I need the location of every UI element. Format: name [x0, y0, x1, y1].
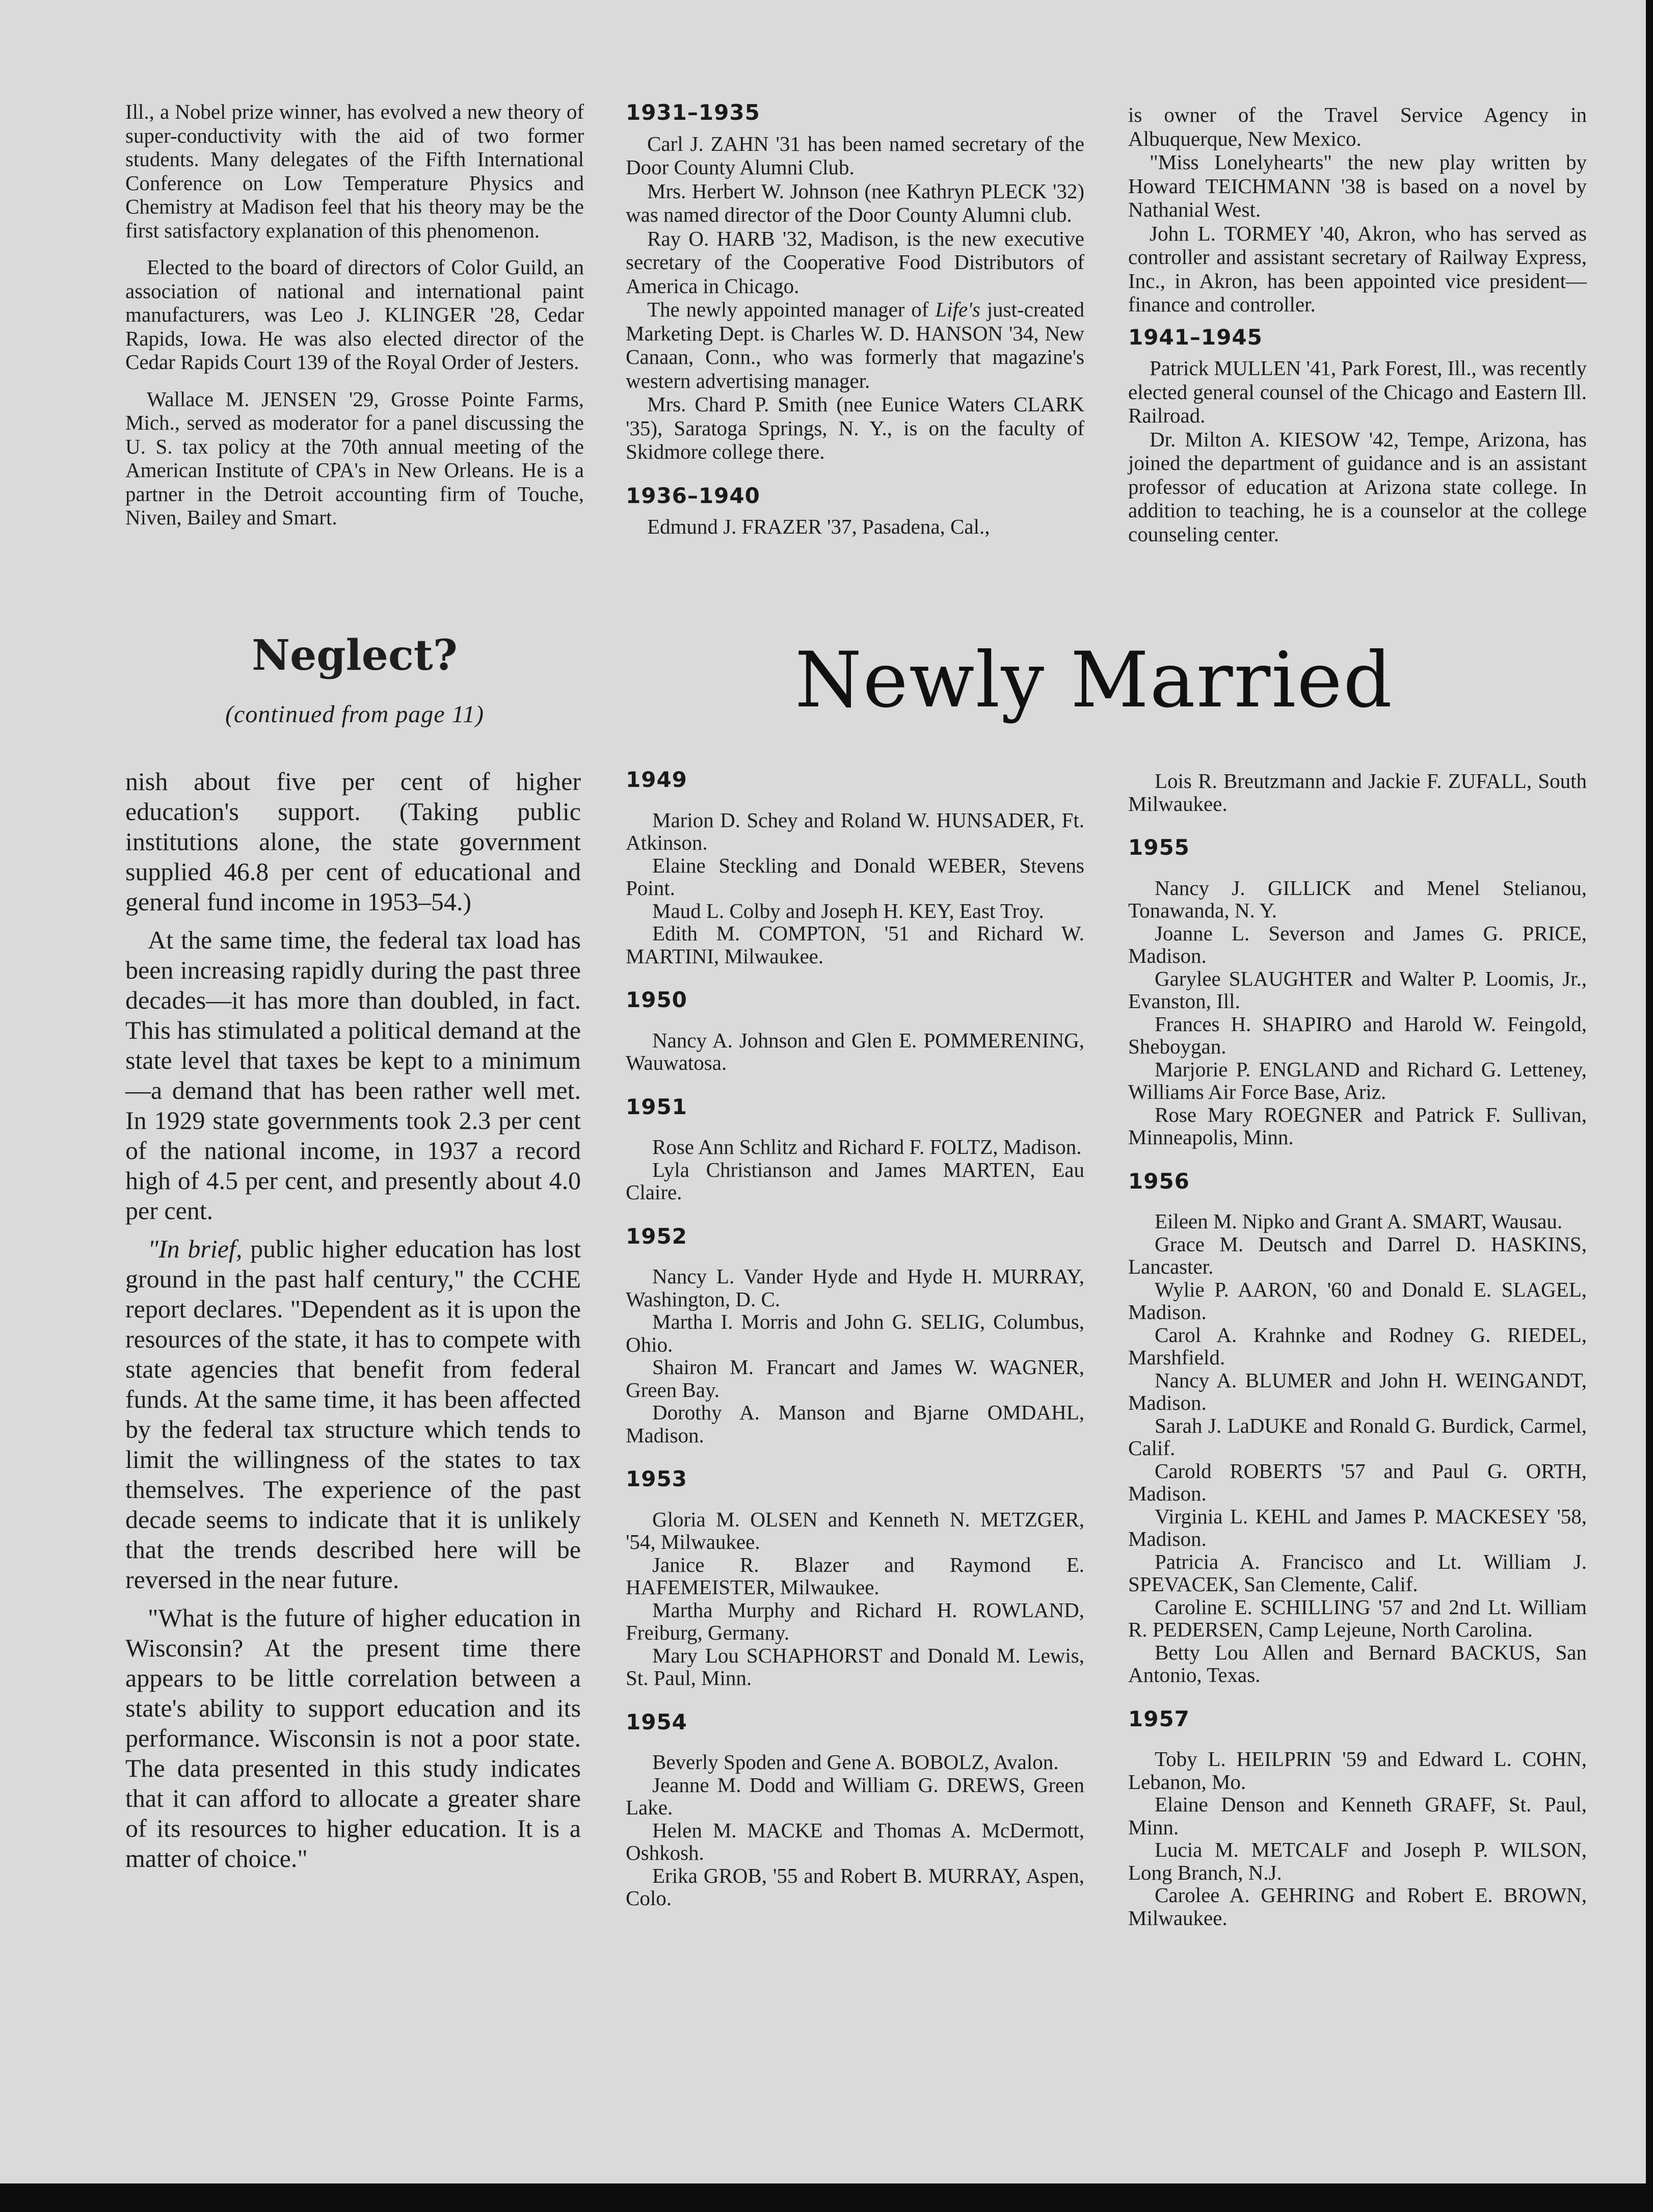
marriage-entry: Janice R. Blazer and Raymond E. HAFEMEISTER, Milwaukee. [626, 1552, 1084, 1599]
article-paragraph: nish about five per cent of higher education's support. (Taking public institutions alone, the state government supplied 46.8 per cent of educational and general fund income in 1953–54.) [125, 767, 581, 916]
article-paragraph: "What is the future of higher education in Wisconsin? At the present time there appears to be little correlation between a state's ability to support education and its performance. Wisconsin is not a poor state. The data presented in this study indicates that it can afford to allocate a greater share of its resources to higher education. It is a matter of choice." [125, 1603, 581, 1873]
marriage-entry: Beverly Spoden and Gene A. BOBOLZ, Avalon. [652, 1750, 1059, 1774]
marriage-entry: Toby L. HEILPRIN '59 and Edward L. COHN, Lebanon, Mo. [1128, 1747, 1587, 1794]
year-heading: 1949 [626, 767, 687, 792]
marriage-entry: Nancy J. GILLICK and Menel Stelianou, Tonawanda, N. Y. [1128, 876, 1587, 922]
scan-edge-right [1646, 0, 1653, 2212]
marriage-entry: Elaine Steckling and Donald WEBER, Stevens Point. [626, 853, 1084, 900]
marriage-entry: Mary Lou SCHAPHORST and Donald M. Lewis, St. Paul, Minn. [626, 1643, 1084, 1690]
marriage-entry: Garylee SLAUGHTER and Walter P. Loomis, Jr., Evanston, Ill. [1128, 966, 1587, 1013]
top-col1-paragraph: Wallace M. JENSEN '29, Grosse Pointe Farms, Mich., served as moderator for a panel discussing the U. S. tax policy at the 70th annual meeting of the American Institute of CPA's in New Orleans. He is a partner in the Detroit accounting firm of Touche, Niven, Bailey and Smart. [125, 387, 584, 529]
year-heading: 1953 [626, 1466, 687, 1491]
neglect-continued-note: (continued from page 11) [225, 701, 484, 728]
marriage-entry: Helen M. MACKE and Thomas A. McDermott, Oshkosh. [626, 1818, 1084, 1864]
marriage-entry: Maud L. Colby and Joseph H. KEY, East Troy. [652, 899, 1044, 923]
alumni-note: Dr. Milton A. KIESOW '42, Tempe, Arizona, has joined the department of guidance and is an assistant professor of education at Arizona state college. In addition to teaching, he is a counselor at the college counseling center. [1128, 427, 1587, 546]
year-heading: 1956 [1128, 1168, 1190, 1194]
alumni-note-continued: is owner of the Travel Service Agency in Albuquerque, New Mexico. [1128, 103, 1587, 150]
year-heading: 1957 [1128, 1706, 1190, 1731]
alumni-note: Edmund J. FRAZER '37, Pasadena, Cal., [647, 515, 990, 538]
marriage-entry: Lyla Christianson and James MARTEN, Eau Claire. [626, 1157, 1084, 1204]
marriage-entry: Marion D. Schey and Roland W. HUNSADER, Ft. Atkinson. [626, 808, 1084, 854]
newly-married-title: Newly Married [795, 636, 1393, 725]
marriage-entry: Edith M. COMPTON, '51 and Richard W. MARTINI, Milwaukee. [626, 921, 1084, 968]
neglect-title: Neglect? [252, 631, 458, 680]
year-heading: 1954 [626, 1709, 687, 1734]
year-heading: 1951 [626, 1094, 687, 1119]
scan-edge-bottom [0, 2183, 1653, 2212]
marriage-entry: Caroline E. SCHILLING '57 and 2nd Lt. William R. PEDERSEN, Camp Lejeune, North Carolina. [1128, 1595, 1587, 1641]
section-heading-1931-1935: 1931–1935 [626, 100, 760, 125]
alumni-note: Patrick MULLEN '41, Park Forest, Ill., was recently elected general counsel of the Chicago and Eastern Ill. Railroad. [1128, 356, 1587, 427]
marriage-entry: Nancy L. Vander Hyde and Hyde H. MURRAY, Washington, D. C. [626, 1265, 1084, 1311]
marriage-entry: Dorothy A. Manson and Bjarne OMDAHL, Madison. [626, 1401, 1084, 1447]
year-heading: 1955 [1128, 835, 1190, 860]
section-heading-1941-1945: 1941–1945 [1128, 324, 1263, 350]
marriage-entry: Gloria M. OLSEN and Kenneth N. METZGER, '54, Milwaukee. [626, 1507, 1084, 1553]
top-column-2 [626, 101, 1084, 539]
marriage-entry: Erika GROB, '55 and Robert B. MURRAY, Aspen, Colo. [626, 1863, 1084, 1910]
article-text: public higher education has lost ground in the past half century," the CCHE report declares. "Dependent as it is upon the resources of the state, it has to compete with state agencies that benefit from federal funds. At the same time, it has been affected by the federal tax structure which tends to limit the willingness of the states to tax themselves. The experience of the past decade seems to indicate that it is unlikely that the trends described here will be reversed in the near future. [125, 1234, 581, 1594]
alumni-note [626, 298, 1084, 392]
marriage-entry: Joanne L. Severson and James G. PRICE, Madison. [1128, 921, 1587, 967]
alumni-note-text: The newly appointed manager of [647, 298, 936, 321]
marriage-entry: Rose Ann Schlitz and Richard F. FOLTZ, Madison. [652, 1135, 1082, 1158]
marriage-entry: Nancy A. Johnson and Glen E. POMMERENING, Wauwatosa. [626, 1028, 1084, 1074]
top-column-3 [1128, 103, 1587, 546]
top-col1-paragraph: Ill., a Nobel prize winner, has evolved a new theory of super-conductivity with the aid of two former students. Many delegates of the Fifth International Conference on Low Temperature Physics and Chemistry at Madison feel that his theory may be the first satisfactory explanation of this phenomenon. [125, 100, 584, 242]
marriage-entry: Patricia A. Francisco and Lt. William J. SPEVACEK, San Clemente, Calif. [1128, 1549, 1587, 1596]
marriage-entry: Rose Mary ROEGNER and Patrick F. Sullivan, Minneapolis, Minn. [1128, 1102, 1587, 1149]
marriage-entry: Carolee A. GEHRING and Robert E. BROWN, Milwaukee. [1128, 1883, 1587, 1930]
marriage-entry: Carol A. Krahnke and Rodney G. RIEDEL, Marshfield. [1128, 1323, 1587, 1369]
marriage-entry: Sarah J. LaDUKE and Ronald G. Burdick, Carmel, Calif. [1128, 1413, 1587, 1460]
article-paragraph: At the same time, the federal tax load has been increasing rapidly during the past three decades—it has more than doubled, in fact. This has stimulated a political demand at the state level that taxes be kept to a minimum—a demand that has been rather well met. In 1929 state governments took 2.3 per cent of the national income, in 1937 a record high of 4.5 per cent, and presently about 4.0 per cent. [125, 926, 581, 1225]
marriage-entry: Elaine Denson and Kenneth GRAFF, St. Paul, Minn. [1128, 1793, 1587, 1839]
article-paragraph [125, 1234, 581, 1595]
alumni-note: Mrs. Herbert W. Johnson (nee Kathryn PLECK '32) was named director of the Door County Alumni club. [626, 179, 1084, 226]
marriage-entry: Nancy A. BLUMER and John H. WEINGANDT, Madison. [1128, 1368, 1587, 1414]
marriage-entry: Virginia L. KEHL and James P. MACKESEY '58, Madison. [1128, 1504, 1587, 1550]
neglect-article-body [125, 767, 581, 1882]
marriage-entry: Shairon M. Francart and James W. WAGNER, Green Bay. [626, 1355, 1084, 1402]
magazine-name: Life's [935, 298, 980, 321]
marriage-entry: Martha I. Morris and John G. SELIG, Columbus, Ohio. [626, 1310, 1084, 1356]
marriage-entry: Wylie P. AARON, '60 and Donald E. SLAGEL, Madison. [1128, 1277, 1587, 1324]
marriage-entry: Betty Lou Allen and Bernard BACKUS, San Antonio, Texas. [1128, 1640, 1587, 1687]
marriage-entry: Jeanne M. Dodd and William G. DREWS, Green Lake. [626, 1773, 1084, 1819]
section-heading-1936-1940: 1936–1940 [626, 483, 760, 508]
marriage-entry: Carold ROBERTS '57 and Paul G. ORTH, Madison. [1128, 1459, 1587, 1505]
year-heading: 1952 [626, 1223, 687, 1249]
marriage-entry: Lucia M. METCALF and Joseph P. WILSON, Long Branch, N.J. [1128, 1838, 1587, 1884]
top-col1-paragraph: Elected to the board of directors of Color Guild, an association of national and international paint manufacturers, was Leo J. KLINGER '28, Cedar Rapids, Iowa. He was also elected director of the Cedar Rapids Court 139 of the Royal Order of Jesters. [125, 255, 584, 374]
marriage-entry: Marjorie P. ENGLAND and Richard G. Letteney, Williams Air Force Base, Ariz. [1128, 1057, 1587, 1103]
marriage-entry: Lois R. Breutzmann and Jackie F. ZUFALL, South Milwaukee. [1128, 769, 1587, 815]
married-column-b [1128, 770, 1587, 1929]
alumni-note-text: just-created Marketing Dept. is Charles W. D. HANSON '34, New Canaan, Conn., who was formerly that magazine's western advertising manager. [626, 298, 1084, 392]
top-column-1 [125, 100, 584, 530]
year-heading: 1950 [626, 987, 687, 1012]
alumni-note: John L. TORMEY '40, Akron, who has served as controller and assistant secretary of Railway Express, Inc., in Akron, has been appointed vice president—finance and controller. [1128, 221, 1587, 316]
married-column-a [626, 769, 1084, 1910]
alumni-note: "Miss Lonelyhearts" the new play written by Howard TEICHMANN '38 is based on a novel by Nathanial West. [1128, 150, 1587, 221]
alumni-note: Ray O. HARB '32, Madison, is the new executive secretary of the Cooperative Food Distributors of America in Chicago. [626, 226, 1084, 298]
marriage-entry: Eileen M. Nipko and Grant A. SMART, Wausau. [1155, 1209, 1563, 1233]
alumni-note: Carl J. ZAHN '31 has been named secretary of the Door County Alumni Club. [626, 131, 1084, 179]
article-emphasis: "In brief, [148, 1234, 243, 1263]
marriage-entry: Grace M. Deutsch and Darrel D. HASKINS, Lancaster. [1128, 1232, 1587, 1278]
marriage-entry: Frances H. SHAPIRO and Harold W. Feingold, Sheboygan. [1128, 1012, 1587, 1058]
alumni-note: Mrs. Chard P. Smith (nee Eunice Waters CLARK '35), Saratoga Springs, N. Y., is on the faculty of Skidmore college there. [626, 392, 1084, 463]
marriage-entry: Martha Murphy and Richard H. ROWLAND, Freiburg, Germany. [626, 1598, 1084, 1644]
